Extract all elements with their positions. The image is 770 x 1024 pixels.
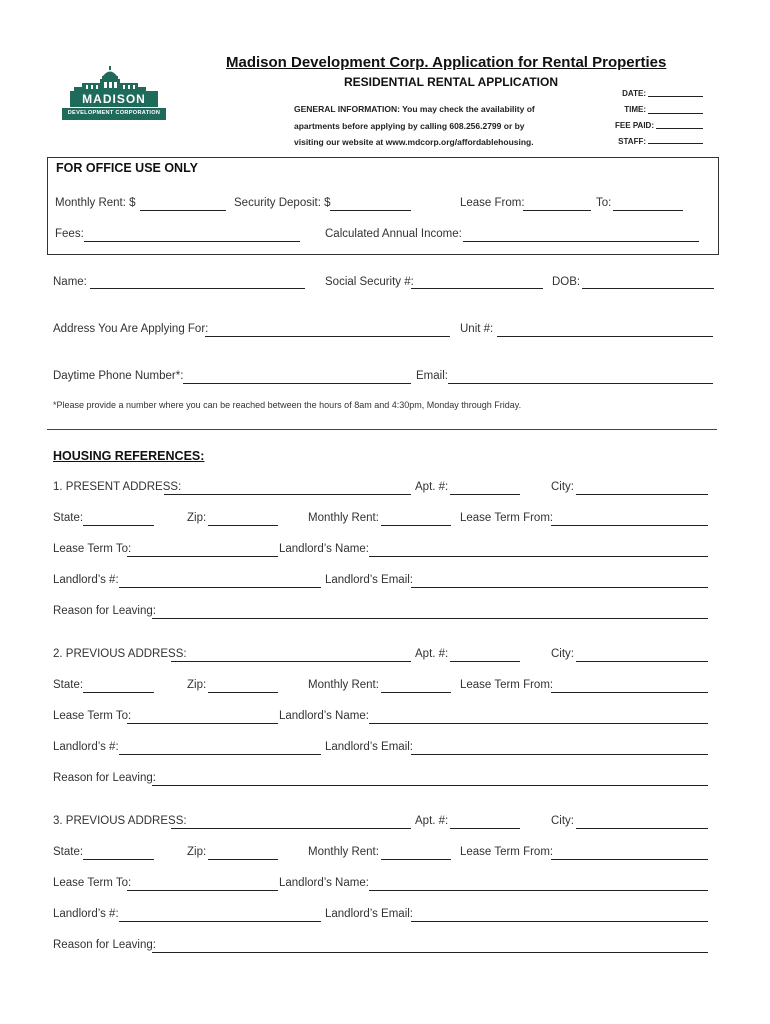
apt-1-field[interactable] xyxy=(450,494,520,495)
lease-to-2-label: Lease Term To: xyxy=(53,710,132,722)
lease-to-field[interactable] xyxy=(613,210,683,211)
office-fee-field[interactable] xyxy=(656,128,703,129)
office-fee-label: FEE PAID: xyxy=(615,121,654,130)
rent-2-label: Monthly Rent: xyxy=(308,679,379,691)
reason-1-label: Reason for Leaving: xyxy=(53,605,156,617)
landlord-num-3-field[interactable] xyxy=(119,921,321,922)
zip-1-field[interactable] xyxy=(208,525,278,526)
landlord-email-3-field[interactable] xyxy=(411,921,708,922)
lease-to-1-label: Lease Term To: xyxy=(53,543,132,555)
address-field[interactable] xyxy=(205,336,450,337)
security-deposit-label: Security Deposit: $ xyxy=(234,197,331,209)
reason-2-field[interactable] xyxy=(152,785,708,786)
landlord-name-1-label: Landlord’s Name: xyxy=(279,543,369,555)
landlord-email-3-label: Landlord’s Email: xyxy=(325,908,414,920)
lease-from-2-field[interactable] xyxy=(551,692,708,693)
lease-to-1-field[interactable] xyxy=(127,556,278,557)
ssn-label: Social Security #: xyxy=(325,276,414,288)
general-info-line-3: visiting our website at www.mdcorp.org/affordablehousing. xyxy=(294,137,534,147)
state-3-label: State: xyxy=(53,846,84,858)
address-3-label: 3. PREVIOUS ADDRESS: xyxy=(53,815,187,827)
state-2-field[interactable] xyxy=(83,692,154,693)
office-date-label: DATE: xyxy=(622,89,646,98)
logo-name: MADISON xyxy=(82,92,146,106)
lease-to-2-field[interactable] xyxy=(127,723,278,724)
apt-2-label: Apt. #: xyxy=(415,648,449,660)
landlord-name-2-label: Landlord’s Name: xyxy=(279,710,369,722)
phone-note: *Please provide a number where you can be reached between the hours of 8am and 4:30pm, Monday through Friday. xyxy=(53,400,522,410)
state-3-field[interactable] xyxy=(83,859,154,860)
zip-3-label: Zip: xyxy=(187,846,207,858)
city-3-field[interactable] xyxy=(576,828,708,829)
rent-1-label: Monthly Rent: xyxy=(308,512,379,524)
city-1-field[interactable] xyxy=(576,494,708,495)
landlord-email-2-label: Landlord’s Email: xyxy=(325,741,414,753)
city-1-label: City: xyxy=(551,481,574,493)
landlord-email-1-field[interactable] xyxy=(411,587,708,588)
reason-3-field[interactable] xyxy=(152,952,708,953)
name-label: Name: xyxy=(53,276,87,288)
office-time-field[interactable] xyxy=(648,113,703,114)
landlord-num-1-field[interactable] xyxy=(119,587,321,588)
annual-income-field[interactable] xyxy=(463,241,699,242)
housing-references-heading: HOUSING REFERENCES: xyxy=(53,449,205,463)
lease-from-2-label: Lease Term From: xyxy=(460,679,554,691)
address-3-field[interactable] xyxy=(171,828,411,829)
rent-3-label: Monthly Rent: xyxy=(308,846,379,858)
phone-label: Daytime Phone Number*: xyxy=(53,370,184,382)
address-1-field[interactable] xyxy=(164,494,411,495)
phone-field[interactable] xyxy=(183,383,411,384)
fees-label: Fees: xyxy=(55,228,84,240)
city-2-label: City: xyxy=(551,648,574,660)
office-staff-field[interactable] xyxy=(648,143,703,144)
landlord-name-3-label: Landlord’s Name: xyxy=(279,877,369,889)
lease-from-label: Lease From: xyxy=(460,197,525,209)
general-info-line-2: apartments before applying by calling 608.256.2799 or by xyxy=(294,121,525,131)
office-staff-label: STAFF: xyxy=(618,137,646,146)
office-date-field[interactable] xyxy=(648,96,703,97)
reason-1-field[interactable] xyxy=(152,618,708,619)
email-field[interactable] xyxy=(448,383,713,384)
reason-2-label: Reason for Leaving: xyxy=(53,772,156,784)
landlord-num-2-field[interactable] xyxy=(119,754,321,755)
lease-from-field[interactable] xyxy=(523,210,591,211)
unit-label: Unit #: xyxy=(460,323,494,335)
logo-tagline: DEVELOPMENT CORPORATION xyxy=(67,110,161,116)
apt-2-field[interactable] xyxy=(450,661,520,662)
lease-to-label: To: xyxy=(596,197,612,209)
rent-2-field[interactable] xyxy=(381,692,451,693)
landlord-num-2-label: Landlord’s #: xyxy=(53,741,119,753)
lease-to-3-field[interactable] xyxy=(127,890,278,891)
reason-3-label: Reason for Leaving: xyxy=(53,939,156,951)
rent-1-field[interactable] xyxy=(381,525,451,526)
annual-income-label: Calculated Annual Income: xyxy=(325,228,462,240)
rent-3-field[interactable] xyxy=(381,859,451,860)
landlord-name-3-field[interactable] xyxy=(369,890,708,891)
section-divider xyxy=(47,429,717,430)
zip-2-label: Zip: xyxy=(187,679,207,691)
lease-from-3-field[interactable] xyxy=(551,859,708,860)
landlord-email-1-label: Landlord’s Email: xyxy=(325,574,414,586)
landlord-num-3-label: Landlord’s #: xyxy=(53,908,119,920)
general-info-line-1: GENERAL INFORMATION: You may check the availability of xyxy=(294,104,535,114)
office-time-label: TIME: xyxy=(624,105,646,114)
city-2-field[interactable] xyxy=(576,661,708,662)
landlord-name-2-field[interactable] xyxy=(369,723,708,724)
page-title: Madison Development Corp. Application for Rental Properties xyxy=(226,54,667,71)
apt-3-label: Apt. #: xyxy=(415,815,449,827)
state-1-label: State: xyxy=(53,512,84,524)
landlord-num-1-label: Landlord’s #: xyxy=(53,574,119,586)
lease-from-1-field[interactable] xyxy=(551,525,708,526)
zip-1-label: Zip: xyxy=(187,512,207,524)
page-subtitle: RESIDENTIAL RENTAL APPLICATION xyxy=(344,75,559,89)
dob-field[interactable] xyxy=(582,288,714,289)
address-label: Address You Are Applying For: xyxy=(53,323,209,335)
address-2-field[interactable] xyxy=(171,661,411,662)
state-2-label: State: xyxy=(53,679,84,691)
address-1-label: 1. PRESENT ADDRESS: xyxy=(53,481,182,493)
apt-3-field[interactable] xyxy=(450,828,520,829)
city-3-label: City: xyxy=(551,815,574,827)
landlord-email-2-field[interactable] xyxy=(411,754,708,755)
monthly-rent-field[interactable] xyxy=(140,210,226,211)
lease-from-1-label: Lease Term From: xyxy=(460,512,554,524)
ssn-field[interactable] xyxy=(411,288,543,289)
landlord-name-1-field[interactable] xyxy=(369,556,708,557)
dob-label: DOB: xyxy=(552,276,581,288)
name-field[interactable] xyxy=(90,288,305,289)
email-label: Email: xyxy=(416,370,448,382)
office-use-heading: FOR OFFICE USE ONLY xyxy=(56,161,198,175)
zip-3-field[interactable] xyxy=(208,859,278,860)
unit-field[interactable] xyxy=(497,336,713,337)
fees-field[interactable] xyxy=(84,241,300,242)
address-2-label: 2. PREVIOUS ADDRESS: xyxy=(53,648,187,660)
apt-1-label: Apt. #: xyxy=(415,481,449,493)
lease-to-3-label: Lease Term To: xyxy=(53,877,132,889)
zip-2-field[interactable] xyxy=(208,692,278,693)
lease-from-3-label: Lease Term From: xyxy=(460,846,554,858)
logo xyxy=(60,64,168,122)
security-deposit-field[interactable] xyxy=(330,210,411,211)
monthly-rent-label: Monthly Rent: $ xyxy=(55,197,136,209)
state-1-field[interactable] xyxy=(83,525,154,526)
